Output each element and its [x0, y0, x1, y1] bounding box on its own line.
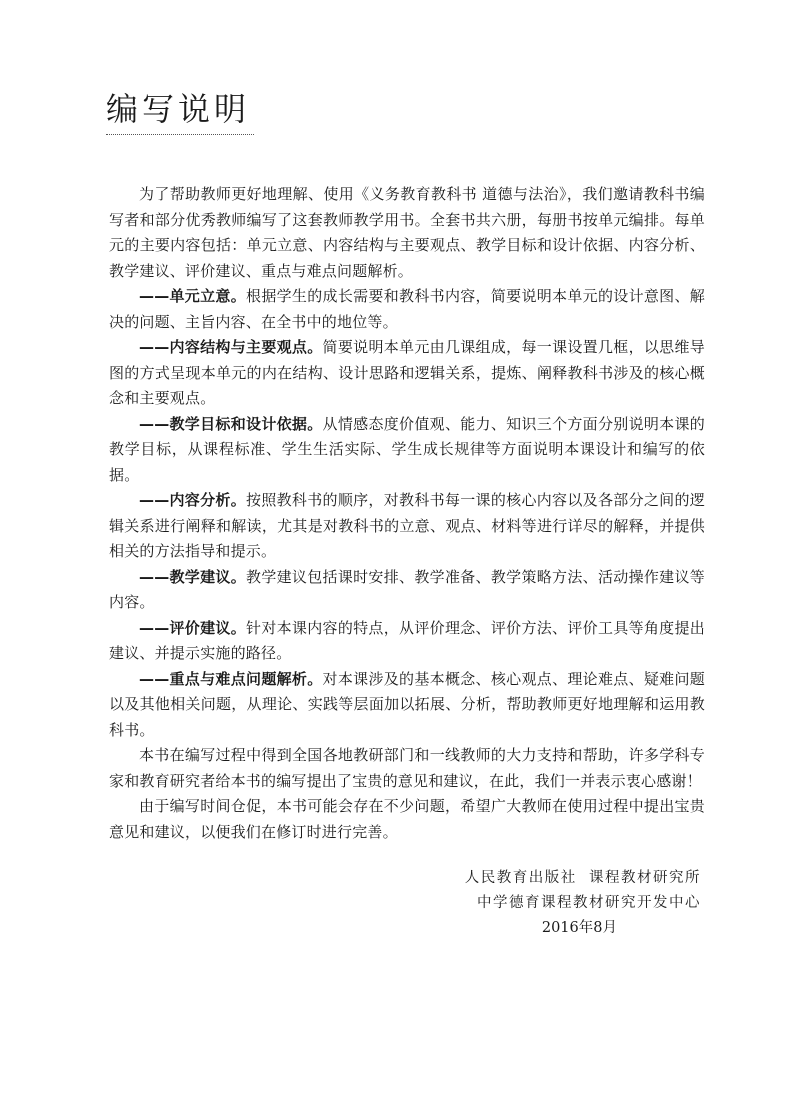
page-title: 编写说明 [106, 90, 251, 128]
section-lead: ——教学建议。 [139, 567, 247, 586]
section-lead: ——评价建议。 [139, 618, 247, 637]
section-lead: ——内容结构与主要观点。 [139, 338, 323, 356]
section-unit-intent [109, 284, 705, 335]
section-teaching-goals [109, 412, 705, 489]
closing-acknowledgement: 本书在编写过程中得到全国各地教研部门和一线教师的大力支持和帮助，许多学科专家和教育研究者给本书的编写提出了宝贵的意见和建议，在此，我们一并表示衷心感谢！ [109, 746, 705, 790]
section-content-structure [109, 335, 705, 412]
section-lead: ——教学目标和设计依据。 [139, 414, 323, 433]
section-text: 从情感态度价值观、能力、知识三个方面分别说明本课的教学目标，从课程标准、学生生活实际、学生成长规律等方面说明本课设计和编写的依据。 [109, 414, 705, 484]
section-lead: ——内容分析。 [139, 491, 247, 509]
section-lead: ——重点与难点问题解析。 [139, 669, 323, 688]
signature-date: 2016年8月 [541, 920, 617, 936]
intro-paragraph: 为了帮助教师更好地理解、使用《义务教育教科书 道德与法治》，我们邀请教科书编写者和部分优秀教师编写了这套教师教学用书。全套书共六册，每册书按单元编排。每单元的主要内容包括：单元立意、内容结构与主要观点、教学目标和设计依据、内容分析、教学建议、评价建议、重点与难点问题解析。 [109, 185, 705, 280]
section-text: 教学建议包括课时安排、教学准备、教学策略方法、活动操作建议等内容。 [109, 567, 705, 611]
section-key-difficult-points [109, 667, 705, 744]
closing-feedback-request: 由于编写时间仓促，本书可能会存在不少问题，希望广大教师在使用过程中提出宝贵意见和建议，以便我们在修订时进行完善。 [109, 797, 705, 841]
title-block [106, 90, 254, 135]
section-text: 根据学生的成长需要和教科书内容，简要说明本单元的设计意图、解决的问题、主旨内容、在全书中的地位等。 [109, 287, 705, 331]
publisher-line: 人民教育出版社 课程教材研究所 [464, 870, 701, 886]
section-lead: ——单元立意。 [139, 287, 247, 305]
signature-block [465, 866, 701, 941]
section-teaching-suggestions [109, 565, 705, 616]
section-text: 对本课涉及的基本概念、核心观点、理论难点、疑难问题以及其他相关问题，从理论、实践等层面加以拓展、分析，帮助教师更好地理解和运用教科书。 [109, 669, 705, 739]
section-text: 简要说明本单元由几课组成，每一课设置几框，以思维导图的方式呈现本单元的内在结构、设计思路和逻辑关系，提炼、阐释教科书涉及的核心概念和主要观点。 [109, 338, 705, 407]
section-evaluation-suggestions [109, 616, 705, 667]
section-content-analysis [109, 488, 705, 565]
section-text: 按照教科书的顺序，对教科书每一课的核心内容以及各部分之间的逻辑关系进行阐释和解读，尤其是对教科书的立意、观点、材料等进行详尽的解释，并提供相关的方法指导和提示。 [109, 491, 705, 560]
body-text [109, 182, 705, 845]
center-line: 中学德育课程教材研究开发中心 [477, 895, 701, 911]
section-text: 针对本课内容的特点，从评价理念、评价方法、评价工具等角度提出建议、并提示实施的路径。 [109, 618, 705, 662]
